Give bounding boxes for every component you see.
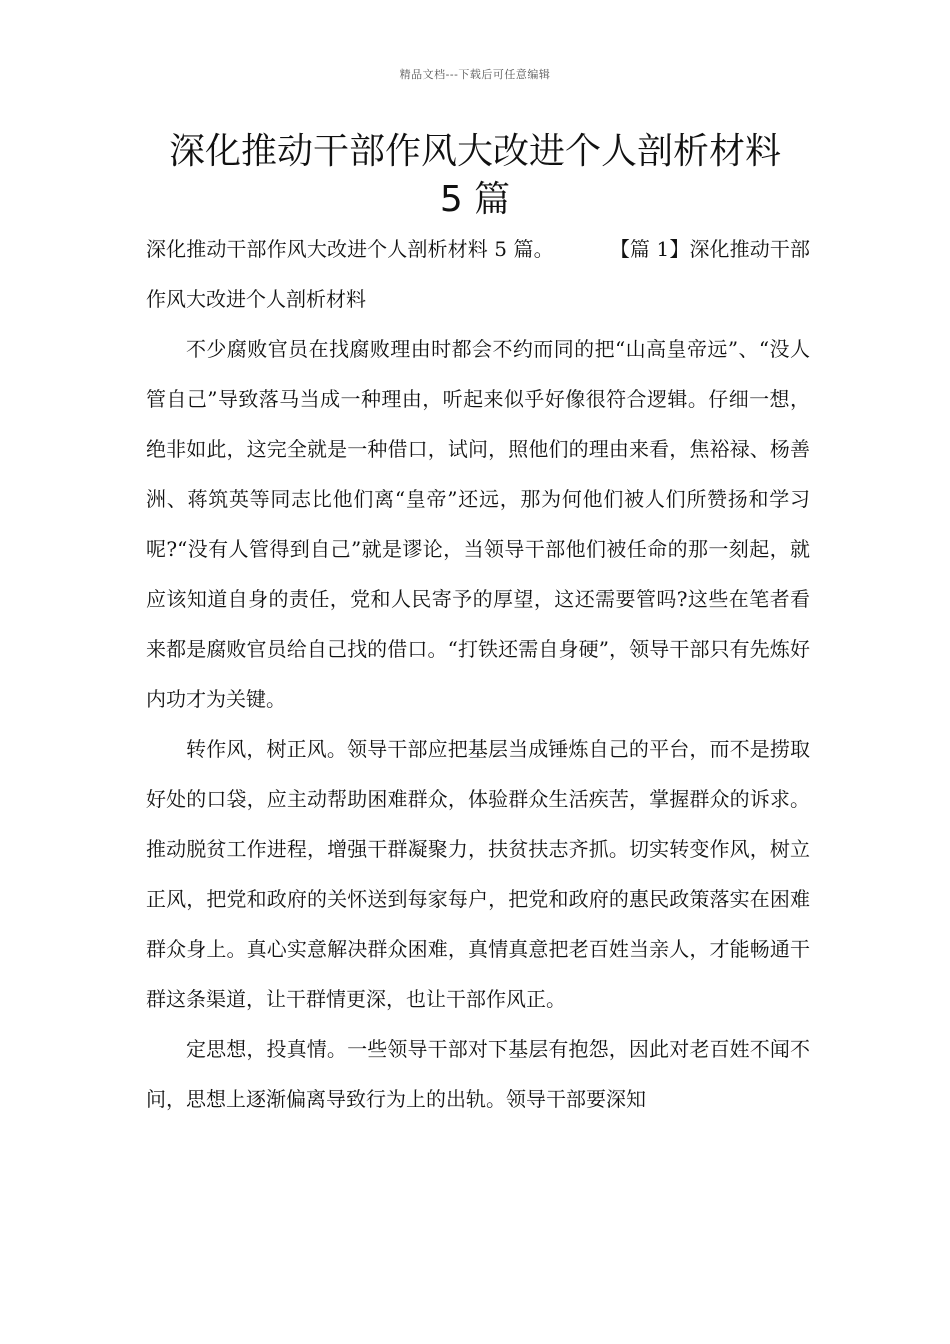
intro-section-heading: 【篇 1】深化推动干部作风大改进个人剖析材料	[146, 237, 810, 311]
document-body	[146, 224, 810, 1124]
title-line-1: 深化推动干部作风大改进个人剖析材料	[168, 131, 781, 172]
intro-summary: 深化推动干部作风大改进个人剖析材料 5 篇。	[146, 237, 554, 261]
document-title	[100, 128, 850, 224]
body-paragraph: 定思想，投真情。一些领导干部对下基层有抱怨，因此对老百姓不闻不问，思想上逐渐偏离导致行为上的出轨。领导干部要深知	[146, 1037, 810, 1111]
body-paragraph: 不少腐败官员在找腐败理由时都会不约而同的把“山高皇帝远”、“没人管自己”导致落马当成一种理由，听起来似乎好像很符合逻辑。仔细一想，绝非如此，这完全就是一种借口，试问，照他们的理由来看，焦裕禄、杨善洲、蒋筑英等同志比他们离“皇帝”还远，那为何他们被人们所赞扬和学习呢?“没有人管得到自己”就是谬论，当领导干部他们被任命的那一刻起，就应该知道自身的责任，党和人民寄予的厚望，这还需要管吗?这些在笔者看来都是腐败官员给自己找的借口。“打铁还需自身硬”，领导干部只有先炼好内功才为关键。	[146, 337, 810, 711]
body-paragraph: 转作风，树正风。领导干部应把基层当成锤炼自己的平台，而不是捞取好处的口袋，应主动帮助困难群众，体验群众生活疾苦，掌握群众的诉求。推动脱贫工作进程，增强干群凝聚力，扶贫扶志齐抓。切实转变作风，树立正风，把党和政府的关怀送到每家每户，把党和政府的惠民政策落实在困难群众身上。真心实意解决群众困难，真情真意把老百姓当亲人，才能畅通干群这条渠道，让干群情更深，也让干部作风正。	[146, 737, 810, 1011]
header-note: 精品文档---下载后可任意编辑	[399, 68, 551, 81]
title-line-2: 5 篇	[439, 179, 511, 220]
intro-paragraph	[146, 224, 810, 324]
